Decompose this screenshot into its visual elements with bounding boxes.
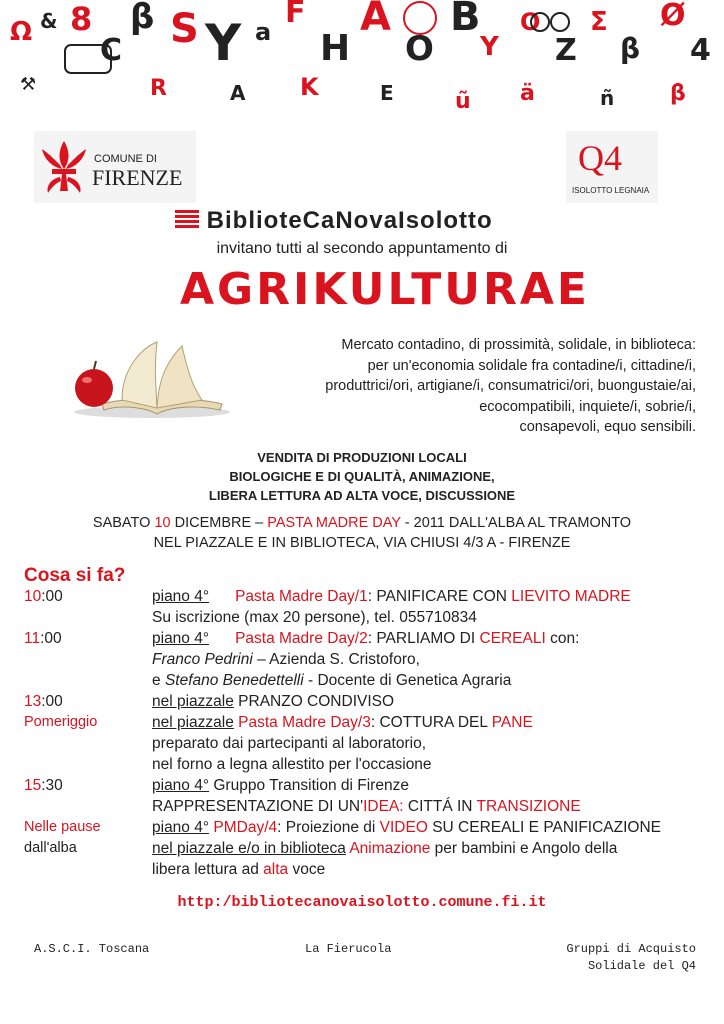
svg-text:ũ: ũ: [455, 89, 471, 114]
cosa-si-fa-heading: Cosa si fa?: [24, 565, 126, 586]
mercato-description: [325, 335, 696, 438]
q4-caption: ISOLOTTO LEGNAIA: [572, 186, 650, 195]
svg-text:8: 8: [70, 0, 93, 38]
date-location-block: [0, 513, 724, 553]
date-line: SABATO 10 DICEMBRE – PASTA MADRE DAY - 2011 DALL'ALBA AL TRAMONTO: [92, 515, 632, 531]
svg-text:B: B: [450, 0, 481, 40]
decorative-letter-banner: [0, 0, 724, 125]
svg-text:β: β: [620, 32, 641, 65]
mercato-line: ecocompatibili, inquiete/i, sobrie/i,: [479, 398, 696, 415]
time-pomeriggio: Pomeriggio: [24, 714, 98, 730]
time-dallalba: dall'alba: [24, 840, 77, 856]
time-nelle-pause: Nelle pause: [24, 819, 101, 835]
mercato-line: Mercato contadino, di prossimità, solidale, in biblioteca:: [341, 337, 696, 353]
schedule-row-4-line2: preparato dai partecipanti al laboratorio,: [152, 735, 427, 752]
schedule-row-3: nel piazzale PRANZO CONDIVISO: [152, 693, 395, 710]
svg-text:Ø: Ø: [660, 0, 686, 33]
svg-text:Y: Y: [205, 14, 242, 72]
svg-text:A: A: [360, 0, 391, 40]
q4-mark: Q4: [578, 138, 622, 178]
svg-text:K: K: [300, 73, 319, 101]
library-name: BiblioteCaNovaIsolotto: [206, 207, 493, 234]
time-1100: 11:00: [24, 630, 62, 647]
schedule-row-1: piano 4° Pasta Madre Day/1: PANIFICARE CON LIEVITO MADRE: [152, 588, 631, 605]
footer-asci: A.S.C.I. Toscana: [34, 942, 150, 956]
svg-text:⚒: ⚒: [20, 74, 37, 95]
footer-gruppi: Gruppi di Acquisto Solidale del Q4: [566, 942, 696, 973]
schedule-row-7: nel piazzale e/o in biblioteca Animazione per bambini e Angolo della: [152, 840, 618, 857]
schedule-row-7-line2: libera lettura ad alta voce: [152, 861, 326, 878]
mercato-line: per un'economia solidale fra contadine/i, cittadine/i,: [367, 357, 696, 374]
svg-text:S: S: [170, 6, 199, 52]
event-title: AGRIKULTURAE: [180, 264, 590, 315]
footer-fierucola: La Fierucola: [305, 942, 392, 956]
svg-text:Σ: Σ: [590, 7, 608, 37]
svg-text:Ω: Ω: [10, 17, 33, 47]
svg-text:Z: Z: [555, 33, 577, 68]
time-1000: 10:00: [24, 588, 63, 605]
vendita-line: LIBERA LETTURA AD ALTA VOCE, DISCUSSIONE: [208, 488, 516, 503]
schedule-row-5-line2: RAPPRESENTAZIONE DI UN'IDEA: CITTÁ IN TRANSIZIONE: [152, 798, 581, 815]
vendita-block: [0, 448, 724, 505]
schedule-row-2: piano 4° Pasta Madre Day/2: PARLIAMO DI CEREALI con:: [152, 630, 580, 647]
svg-text:ä: ä: [520, 81, 535, 106]
svg-text:A: A: [230, 81, 246, 105]
svg-text:E: E: [380, 81, 394, 105]
comune-di-firenze-logo: [34, 131, 196, 203]
speaker-1: Franco Pedrini – Azienda S. Cristoforo,: [152, 651, 420, 668]
speaker-2: e Stefano Benedettelli - Docente di Genetica Agraria: [152, 672, 512, 689]
time-1530: 15:30: [24, 777, 63, 794]
svg-text:&: &: [40, 9, 58, 33]
schedule-row-1-note: Su iscrizione (max 20 persone), tel. 055710834: [152, 609, 477, 626]
schedule-row-6: piano 4° PMDay/4: Proiezione di VIDEO SU CEREALI E PANIFICAZIONE: [152, 819, 662, 836]
svg-text:4: 4: [690, 33, 711, 68]
logo-line1: COMUNE DI: [94, 153, 157, 165]
svg-text:ñ: ñ: [600, 86, 615, 110]
svg-text:a: a: [255, 18, 272, 46]
svg-text:O: O: [520, 8, 541, 36]
schedule-row-4: nel piazzale Pasta Madre Day/3: COTTURA DEL PANE: [152, 714, 533, 731]
svg-text:β: β: [670, 81, 686, 106]
logo-line2: FIRENZE: [92, 165, 183, 190]
svg-text:H: H: [320, 28, 351, 69]
vendita-line: BIOLOGICHE E DI QUALITÀ, ANIMAZIONE,: [229, 469, 495, 484]
mercato-line: consapevoli, equo sensibili.: [519, 419, 696, 435]
svg-text:β: β: [130, 0, 155, 37]
invite-text: invitano tutti al secondo appuntamento di: [216, 240, 508, 257]
schedule-row-4-line3: nel forno a legna allestito per l'occasione: [152, 756, 432, 773]
location-line: NEL PIAZZALE E IN BIBLIOTECA, VIA CHIUSI 4/3 A - FIRENZE: [153, 535, 571, 551]
book-apple-illustration: [62, 338, 230, 422]
library-name-heading: [175, 207, 535, 237]
website-link[interactable]: http:/bibliotecanovaisolotto.comune.fi.it: [177, 894, 547, 911]
lily-icon: [38, 139, 90, 195]
svg-text:F: F: [285, 0, 306, 30]
svg-text:C: C: [100, 33, 123, 68]
schedule-row-5: piano 4° Gruppo Transition di Firenze: [152, 777, 409, 794]
svg-text:O: O: [405, 29, 434, 69]
svg-text:R: R: [150, 76, 167, 101]
vendita-line: VENDITA DI PRODUZIONI LOCALI: [257, 450, 467, 465]
svg-text:Y: Y: [480, 32, 499, 62]
time-1300: 13:00: [24, 693, 63, 710]
mercato-line: produttrici/ori, artigiane/i, consumatrici/ori, buongustaie/ai,: [325, 378, 696, 394]
q4-logo: [566, 131, 658, 203]
stripes-icon: [175, 210, 199, 230]
